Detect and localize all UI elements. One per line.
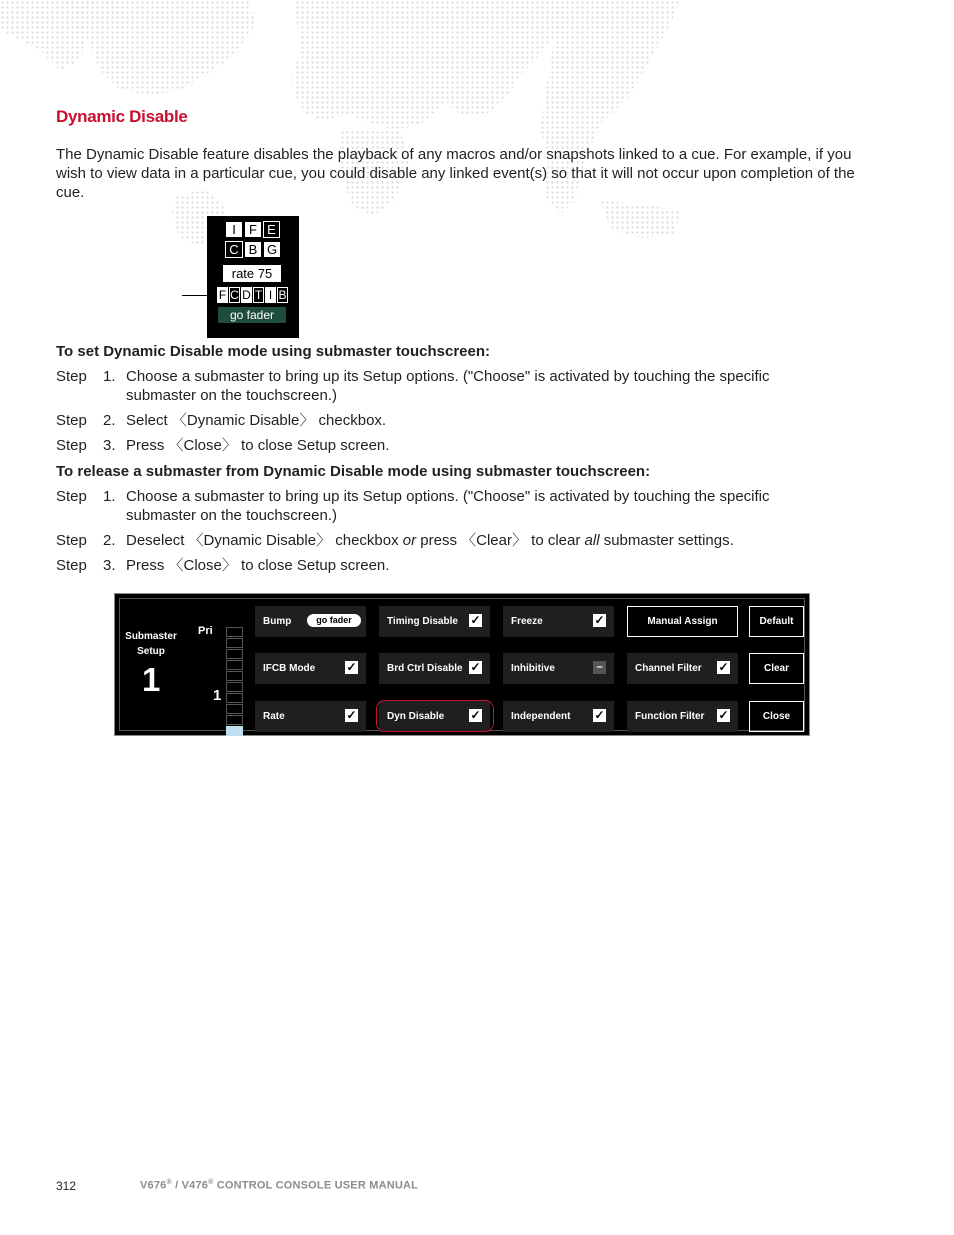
step-text-or: or (402, 532, 417, 549)
bump-button[interactable] (255, 606, 366, 637)
step-label: Step (56, 437, 87, 454)
independent-checkbox[interactable]: ✓ (594, 708, 605, 722)
clear-button[interactable]: Clear (749, 653, 804, 684)
meter-segment (226, 627, 243, 637)
release-heading: To release a submaster from Dynamic Disable mode using submaster touchscreen: (56, 463, 651, 480)
step-number: 2. (103, 412, 116, 429)
default-button[interactable]: Default (749, 606, 804, 637)
panel-title-line1: Submaster (125, 631, 177, 642)
cue-flag-strip-t: T (254, 288, 263, 302)
cue-rate: rate 75 (223, 265, 281, 282)
cue-flag-b: B (245, 242, 261, 257)
meter-segment (226, 649, 243, 659)
footer-title-a: V676 (140, 1179, 167, 1192)
page-number: 312 (56, 1179, 77, 1193)
meter-segment (226, 660, 243, 670)
ifcb-mode-checkbox[interactable]: ✓ (346, 660, 357, 674)
step-number: 3. (103, 437, 116, 454)
brd-ctrl-disable-button[interactable] (379, 653, 490, 684)
step-text: Choose a submaster to bring up its Setup options. ("Choose" is activated by touching the specific submaster on the touchscreen.) (126, 488, 770, 524)
step-text: Select 〈Dynamic Disable〉 checkbox. (126, 412, 387, 429)
footer-manual-title (140, 1179, 418, 1192)
step-text: Press 〈Close〉 to close Setup screen. (126, 437, 390, 454)
panel-frame (119, 598, 805, 731)
cue-flag-strip-f: F (218, 288, 227, 302)
priority-label: Pri (198, 625, 213, 637)
cue-flag-g: G (264, 242, 280, 257)
set-step-2 (56, 411, 856, 430)
step-text: Press 〈Close〉 to close Setup screen. (126, 557, 390, 574)
step-text-b: press 〈Clear〉 to clear (416, 532, 585, 549)
step-label: Step (56, 488, 87, 505)
step-number: 1. (103, 368, 116, 385)
footer-title-c: CONTROL CONSOLE USER MANUAL (213, 1179, 419, 1192)
step-label: Step (56, 412, 87, 429)
release-step-1 (56, 487, 856, 525)
cue-flag-strip-c: C (230, 288, 239, 302)
inhibitive-label: Inhibitive (511, 663, 555, 674)
meter-segment (226, 715, 243, 725)
meter-segment (226, 682, 243, 692)
intro-paragraph: The Dynamic Disable feature disables the playback of any macros and/or snapshots linked to a cue. For example, if you wish to view data in a particular cue, you could disable any linked event(s) so that it will not occur upon completion of the cue. (56, 146, 855, 201)
step-number: 3. (103, 557, 116, 574)
cue-flag-strip-d: D (242, 288, 251, 302)
cue-flag-strip (217, 287, 289, 303)
step-label: Step (56, 368, 87, 385)
rate-checkbox[interactable]: ✓ (346, 708, 357, 722)
timing-disable-checkbox[interactable]: ✓ (470, 613, 481, 627)
freeze-label: Freeze (511, 616, 543, 627)
meter-segment (226, 693, 243, 703)
set-step-3 (56, 436, 856, 455)
dyn-disable-label: Dyn Disable (387, 711, 445, 722)
function-filter-checkbox[interactable]: ✓ (718, 708, 729, 722)
rate-button[interactable] (255, 701, 366, 732)
priority-meter[interactable] (226, 627, 243, 737)
step-text: Choose a submaster to bring up its Setup options. ("Choose" is activated by touching the specific submaster on the touchscreen.) (126, 368, 770, 404)
footer-title-b: / V476 (171, 1179, 209, 1192)
meter-segment (226, 704, 243, 714)
ifcb-mode-label: IFCB Mode (263, 663, 316, 674)
submaster-setup-panel (114, 593, 810, 736)
panel-title-line2: Setup (137, 646, 165, 657)
meter-segment-lit (226, 726, 243, 736)
freeze-checkbox[interactable]: ✓ (594, 613, 605, 627)
cue-flag-strip-i: I (265, 287, 276, 303)
step-text-c: submaster settings. (599, 532, 734, 549)
function-filter-label: Function Filter (635, 711, 705, 722)
freeze-button[interactable] (503, 606, 614, 637)
independent-label: Independent (511, 711, 571, 722)
rate-label: Rate (263, 711, 285, 722)
brd-ctrl-disable-checkbox[interactable]: ✓ (470, 660, 481, 674)
channel-filter-checkbox[interactable]: ✓ (718, 660, 729, 674)
ifcb-mode-button[interactable] (255, 653, 366, 684)
cue-flag-strip-b: B (278, 288, 287, 302)
channel-filter-label: Channel Filter (635, 663, 702, 674)
cue-flag-e: E (264, 222, 279, 237)
priority-value: 1 (213, 687, 222, 704)
timing-disable-label: Timing Disable (387, 616, 458, 627)
step-text-all: all (584, 532, 600, 549)
independent-button[interactable] (503, 701, 614, 732)
go-fader-toggle[interactable]: go fader (307, 614, 361, 627)
dyn-disable-highlight-ring (376, 700, 494, 732)
section-title: Dynamic Disable (56, 107, 188, 126)
step-number: 2. (103, 532, 116, 549)
cue-flag-i: I (226, 222, 242, 237)
meter-segment (226, 671, 243, 681)
dyn-disable-checkbox[interactable]: ✓ (470, 708, 481, 722)
cue-display-graphic (207, 216, 299, 338)
footer-reg-mark: ® (166, 1179, 172, 1186)
function-filter-button[interactable] (627, 701, 738, 732)
cue-go-fader: go fader (218, 307, 286, 323)
timing-disable-button[interactable] (379, 606, 490, 637)
cue-flag-f: F (245, 222, 261, 237)
cue-flag-c: C (226, 242, 242, 257)
brd-ctrl-disable-label: Brd Ctrl Disable (387, 663, 463, 674)
step-label: Step (56, 532, 87, 549)
channel-filter-button[interactable] (627, 653, 738, 684)
step-text-a: Deselect 〈Dynamic Disable〉 checkbox (126, 532, 403, 549)
step-number: 1. (103, 488, 116, 505)
callout-leader-line (182, 295, 207, 296)
inhibitive-indicator[interactable]: – (593, 661, 606, 674)
meter-segment (226, 638, 243, 648)
release-step-3 (56, 556, 856, 575)
close-button[interactable]: Close (749, 701, 804, 732)
release-step-2 (56, 531, 856, 550)
panel-title (120, 629, 182, 659)
submaster-number: 1 (142, 661, 161, 698)
bump-label: Bump (263, 616, 292, 627)
footer-reg-mark: ® (208, 1179, 214, 1186)
inhibitive-button[interactable] (503, 653, 614, 684)
step-text (126, 531, 826, 550)
manual-assign-button[interactable]: Manual Assign (627, 606, 738, 637)
set-heading: To set Dynamic Disable mode using submaster touchscreen: (56, 343, 491, 360)
step-label: Step (56, 557, 87, 574)
set-step-1 (56, 367, 856, 405)
